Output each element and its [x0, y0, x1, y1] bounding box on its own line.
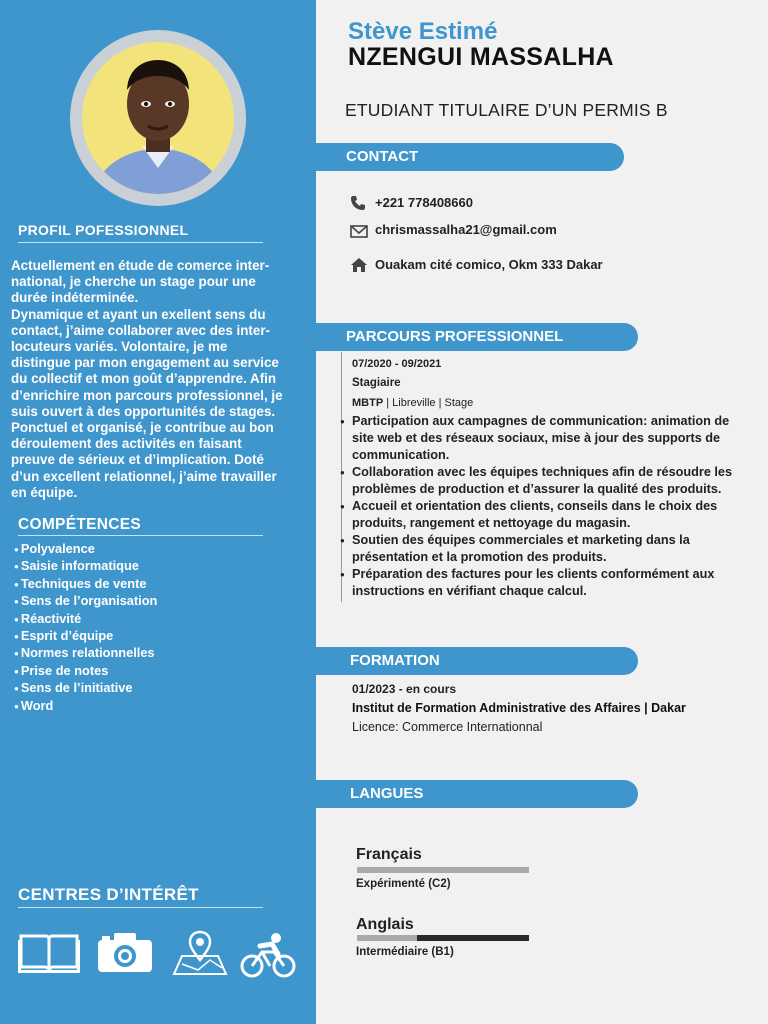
interests-section-title: CENTRES D’INTÉRÊT: [18, 885, 199, 904]
language-level-fill: [357, 935, 417, 941]
profile-photo: [82, 42, 234, 194]
job-duty: ● Soutien des équipes commerciales et marketing dans la présentation et la promotion des produits.: [340, 532, 750, 566]
phone-icon: [350, 195, 366, 211]
skill-item: ● Sens de l’initiative: [14, 680, 157, 697]
skill-item: ● Prise de notes: [14, 663, 157, 680]
address-text: Ouakam cité comico, Okm 333 Dakar: [375, 257, 603, 272]
education-school: Institut de Formation Administrative des Affaires | Dakar: [352, 701, 686, 715]
language-name: Anglais: [356, 916, 414, 933]
job-duty: ● Collaboration avec les équipes techniques afin de résoudre les problèmes de production et d’assurer la qualité des produits.: [340, 464, 750, 498]
company-name: MBTP: [352, 397, 384, 409]
email-icon: [350, 222, 368, 240]
profile-section-divider: [18, 242, 263, 243]
camera-icon: [96, 930, 154, 974]
profile-section-title: PROFIL POFESSIONNEL: [18, 222, 189, 238]
interests-section-divider: [18, 907, 263, 908]
cycling-icon: [240, 930, 296, 978]
interests-icons: [18, 930, 298, 980]
skill-item: ● Polyvalence: [14, 541, 157, 558]
job-duties-list: [340, 413, 750, 600]
skills-section-title: COMPÉTENCES: [18, 516, 142, 533]
profile-description: Actuellement en étude de comerce inter- national, je cherche un stage pour une durée indéterminée. Dynamique et ayant un exellent sens du contact, j’aime collaborer avec des inter- locuteurs variés. Volontaire, je me distingue par mon engagement au service du collectif et mon goût d’apprendre. Afin d’enrichire mon parcours professionnel, je suis ouvert à des opportunités de stages. Ponctuel et organisé, je contribue au bon déroulement des activités en faisant preuve de sérieux et d’implication. Doté d’un excellent relationnel, j’aime travailler en équipe.: [11, 258, 283, 500]
language-level: Intermédiaire (B1): [356, 946, 454, 958]
job-dates: 07/2020 - 09/2021: [352, 358, 442, 370]
education-section-title: FORMATION: [316, 647, 638, 675]
language-name: Français: [356, 846, 422, 863]
language-level-bar: [357, 935, 529, 941]
skills-section-divider: [18, 535, 263, 536]
book-icon: [18, 930, 80, 974]
headline: ETUDIANT TITULAIRE D’UN PERMIS B: [345, 100, 668, 120]
education-degree: Licence: Commerce Internationnal: [352, 720, 543, 734]
language-level-fill: [357, 867, 529, 873]
contact-section-title: CONTACT: [316, 143, 624, 171]
languages-section-title: LANGUES: [316, 780, 638, 808]
job-title: Stagiaire: [352, 377, 401, 389]
skill-item: ● Saisie informatique: [14, 558, 157, 575]
skill-item: ● Sens de l’organisation: [14, 593, 157, 610]
language-level: Expérimenté (C2): [356, 878, 451, 890]
job-duty: ● Préparation des factures pour les clients conformément aux instructions en vérifiant chaque calcul.: [340, 566, 750, 600]
education-dates: 01/2023 - en cours: [352, 682, 457, 696]
skill-item: ● Word: [14, 698, 157, 715]
phone-number: +221 778408660: [375, 195, 473, 210]
job-duty: ● Accueil et orientation des clients, conseils dans le choix des produits, rangement et nettoyage du magasin.: [340, 498, 750, 532]
job-organization: [352, 397, 473, 409]
map-location-icon: [170, 930, 230, 978]
last-name: NZENGUI MASSALHA: [348, 43, 614, 71]
skill-item: ● Réactivité: [14, 611, 157, 628]
profile-photo-frame: [70, 30, 246, 206]
skill-item: ● Esprit d’équipe: [14, 628, 157, 645]
language-level-bar: [357, 867, 529, 873]
job-duty: ● Participation aux campagnes de communication: animation de site web et des réseaux sociaux, mise à jour des supports de communication.: [340, 413, 750, 464]
job-location-type: | Libreville | Stage: [383, 397, 474, 409]
skills-list: [14, 541, 157, 715]
first-name: Stève Estimé: [348, 18, 498, 45]
skill-item: ● Normes relationnelles: [14, 645, 157, 662]
home-icon: [350, 257, 368, 273]
experience-section-title: PARCOURS PROFESSIONNEL: [316, 323, 638, 351]
sidebar: [0, 0, 316, 1024]
skill-item: ● Techniques de vente: [14, 576, 157, 593]
email-address: chrismassalha21@gmail.com: [375, 222, 557, 237]
